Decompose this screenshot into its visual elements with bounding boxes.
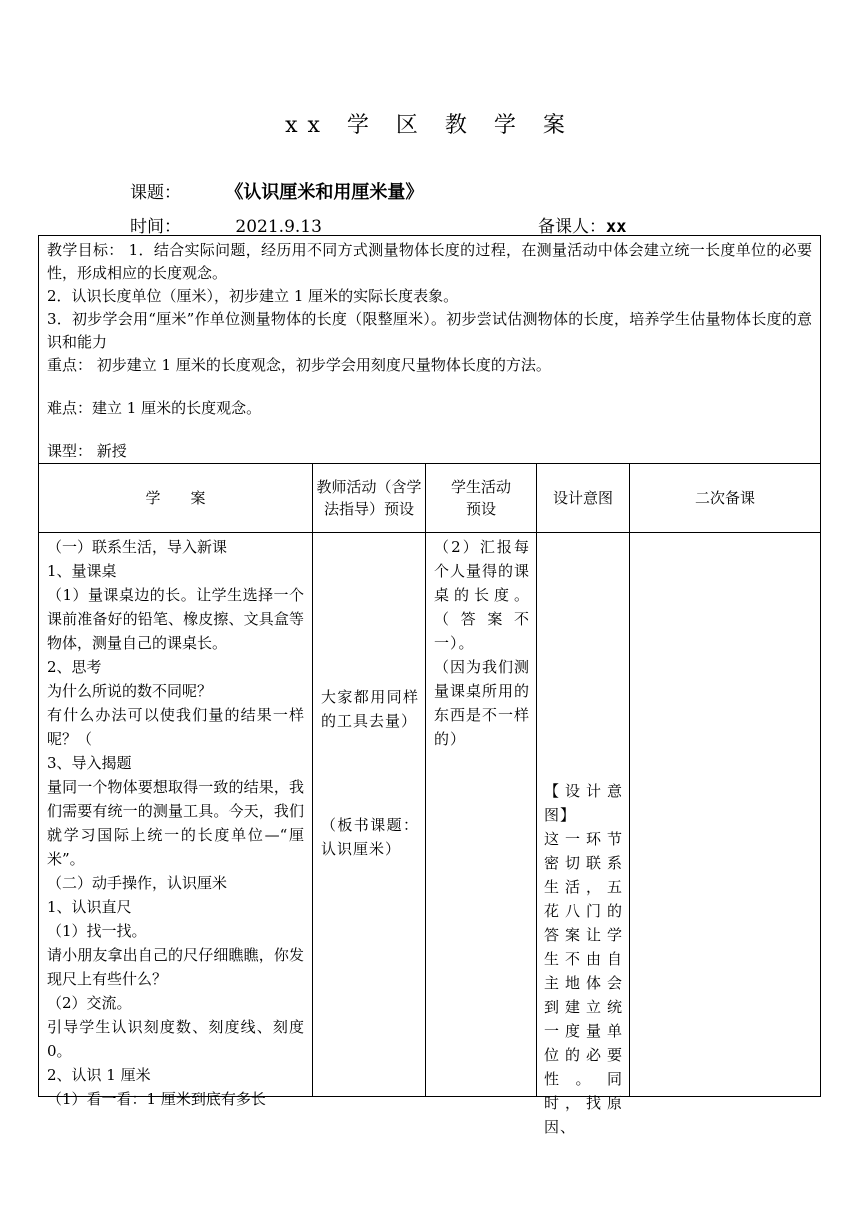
header-plan: 学 案 xyxy=(145,489,206,507)
student-note: （因为我们测量课桌所用的东西是不一样的） xyxy=(434,658,531,748)
teacher-note: 大家都用同样的工具去量） xyxy=(321,688,419,730)
plan-line: 为什么所说的数不同呢？ xyxy=(47,682,213,700)
plan-line: （1）找一找。 xyxy=(47,922,147,940)
header-teacher-activity: 教师活动（含学法指导）预设 xyxy=(316,478,422,518)
plan-line: 有什么办法可以使我们量的结果一样呢？（ xyxy=(47,706,304,748)
plan-line: 1、认识直尺 xyxy=(47,898,132,916)
plan-line: 量同一个物体要想取得一致的结果，我们需要有统一的测量工具。今天，我们就学习国际上统一的长度单位—“厘米”。 xyxy=(47,778,304,868)
lesson-date: 2021.9.13 xyxy=(235,217,322,237)
document-title: xx 学 区 教 学 案 xyxy=(285,113,575,138)
difficulty: 难点：建立 1 厘米的长度观念。 xyxy=(47,399,262,417)
plan-line: （2）交流。 xyxy=(47,994,132,1012)
topic-label: 课题： xyxy=(130,183,181,203)
plan-line: 1、量课桌 xyxy=(47,562,117,580)
preparer-name: xx xyxy=(606,217,627,237)
plan-line: （1）看一看：1 厘米到底有多长 xyxy=(47,1090,266,1108)
preparer xyxy=(538,212,626,237)
intent-heading: 【设计意图】 xyxy=(544,782,623,824)
header-student-activity: 学生活动预设 xyxy=(450,478,511,518)
plan-line: （二）动手操作，认识厘米 xyxy=(47,874,228,892)
plan-line: 2、思考 xyxy=(47,658,102,676)
plan-line: 2、认识 1 厘米 xyxy=(47,1066,151,1084)
meta-row xyxy=(130,212,690,237)
plan-column xyxy=(39,533,312,1108)
goal-line: 教学目标： 1．结合实际问题，经历用不同方式测量物体长度的过程，在测量活动中体会建立统一长度单位的必要性，形成相应的长度观念。 xyxy=(47,241,812,282)
lesson-topic: 《认识厘米和用厘米量》 xyxy=(225,182,424,203)
teacher-note: （板书课题：认识厘米） xyxy=(321,816,419,858)
student-note: （2）汇报每个人量得的课桌的长度。（答案不一）。 xyxy=(434,538,531,652)
plan-line: （1）量课桌边的长。让学生选择一个课前准备好的铅笔、橡皮擦、文具盒等物体，测量自己的课桌长。 xyxy=(47,586,304,652)
plan-line: （一）联系生活，导入新课 xyxy=(47,538,228,556)
time-label: 时间： xyxy=(130,217,181,237)
lesson-plan-table xyxy=(38,235,821,1136)
design-intent-column xyxy=(537,533,629,1136)
header-second-prep: 二次备课 xyxy=(694,489,755,507)
goal-line: 2．认识长度单位（厘米），初步建立 1 厘米的实际长度表象。 xyxy=(47,287,459,305)
second-prep-column xyxy=(630,533,820,1096)
intent-text: 这一环节密切联系生活，五花八门的答案让学生不由自主地体会到建立统一度量单位的必要性。同时，找原因、 xyxy=(544,830,623,1136)
lesson-type: 课型： 新授 xyxy=(47,442,127,460)
goal-line: 3．初步学会用“厘米”作单位测量物体的长度（限整厘米）。初步尝试估测物体的长度，培养学生估量物体长度的意识和能力 xyxy=(47,310,812,351)
teacher-activity-column xyxy=(313,533,425,1096)
teaching-goals xyxy=(39,236,820,464)
plan-line: 请小朋友拿出自己的尺仔细瞧瞧，你发现尺上有些什么？ xyxy=(47,946,304,988)
plan-line: 3、导入揭题 xyxy=(47,754,132,772)
preparer-label: 备课人： xyxy=(538,217,606,237)
student-activity-column xyxy=(426,533,536,1096)
key-point: 重点： 初步建立 1 厘米的长度观念，初步学会用刻度尺量物体长度的方法。 xyxy=(47,356,551,374)
topic-row xyxy=(130,178,423,204)
header-design-intent: 设计意图 xyxy=(552,489,613,507)
plan-line: 引导学生认识刻度数、刻度线、刻度 0。 xyxy=(47,1018,304,1060)
